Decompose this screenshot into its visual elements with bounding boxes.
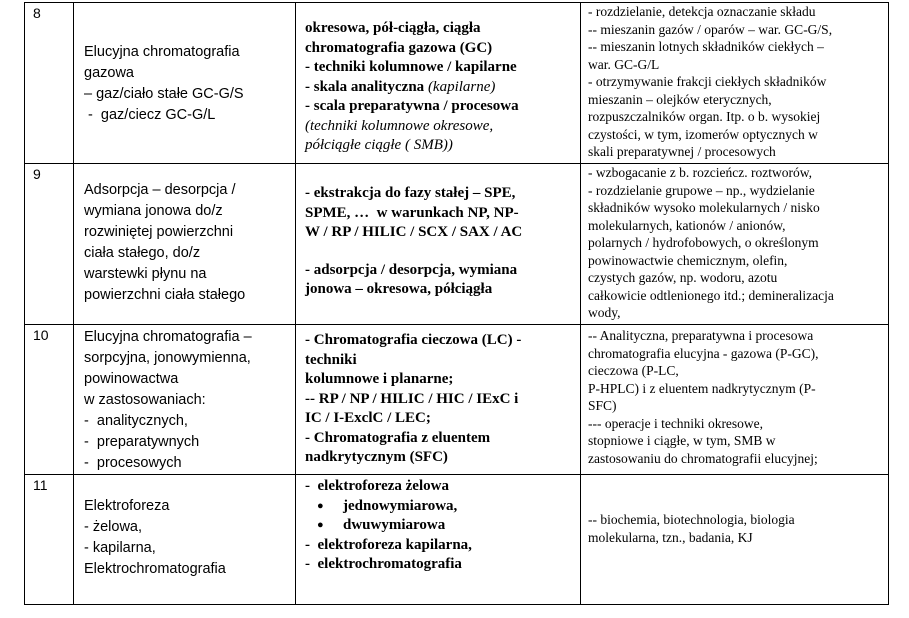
text-line: czystych gazów, np. wodoru, azotu xyxy=(588,270,778,285)
text-line: - elektroforeza kapilarna, xyxy=(305,536,472,553)
text-line: SFC) xyxy=(588,398,617,413)
text-line: gazowa xyxy=(84,65,134,81)
applications-cell xyxy=(581,3,889,164)
text-line: chromatografia gazowa (GC) xyxy=(305,39,493,56)
text-line xyxy=(305,78,576,98)
table-row xyxy=(25,475,889,605)
row-number: 9 xyxy=(25,164,74,325)
text-line: - otrzymywanie frakcji ciekłych składników xyxy=(588,74,827,89)
text-line: -- mieszanin lotnych składników ciekłych – xyxy=(588,39,824,54)
techniques-cell xyxy=(296,475,581,605)
text-line: warstewki płynu na xyxy=(84,266,207,282)
text-line: czystości, w tym, izomerów optycznych w xyxy=(588,126,818,142)
text-line: mieszanin – olejków eterycznych, xyxy=(588,91,772,107)
techniques-cell xyxy=(296,3,581,164)
text-line: Elektrochromatografia xyxy=(84,561,226,577)
text-line: jonowa – okresowa, półciągła xyxy=(305,281,493,297)
text-line: (techniki kolumnowe okresowe, xyxy=(305,117,494,134)
text-line: - techniki kolumnowe / kapilarne xyxy=(305,59,517,75)
bullet-item: ● dwuwymiarowa xyxy=(305,516,576,536)
text-line: chromatografia elucyjna - gazowa (P-GC), xyxy=(588,345,819,361)
text-line: - rozdzielanie grupowe – np., wydzielanie xyxy=(588,182,815,198)
text-line: P-HPLC) i z eluentem nadkrytycznym (P- xyxy=(588,380,816,396)
text-line: w zastosowaniach: xyxy=(84,392,206,408)
text-line: powierzchni ciała stałego xyxy=(84,287,246,303)
method-name-cell xyxy=(74,325,296,475)
text-line: SPME, … w warunkach NP, NP- xyxy=(305,204,519,221)
text-line: - preparatywnych xyxy=(84,434,200,450)
applications-cell xyxy=(581,164,889,325)
text-bold: - skala analityczna xyxy=(305,78,428,95)
text-line: składników wysoko molekularnych / nisko xyxy=(588,200,820,215)
text-line: polarnych / hydrofobowych, o określonym xyxy=(588,235,819,250)
text-line: -- Analityczna, preparatywna i procesowa xyxy=(588,328,814,343)
applications-cell xyxy=(581,475,889,605)
text-line: kolumnowe i planarne; xyxy=(305,371,454,387)
text-line: - Chromatografia z eluentem xyxy=(305,429,491,446)
text-line: wody, xyxy=(588,305,621,320)
text-line: nadkrytycznym (SFC) xyxy=(305,449,448,465)
text-line: rozpuszczalników organ. Itp. o b. wysokiej xyxy=(588,109,821,124)
text-line: IC / I-ExclC / LEC; xyxy=(305,410,431,426)
text-line: okresowa, pół-ciągła, ciągła xyxy=(305,20,481,36)
text-line: -- mieszanin gazów / oparów – war. GC-G/S, xyxy=(588,21,833,37)
text-line: całkowicie odtlenionego itd.; demineralizacja xyxy=(588,287,834,303)
text-line: - kapilarna, xyxy=(84,540,156,556)
text-line: W / RP / HILIC / SCX / SAX / AC xyxy=(305,224,523,240)
row-number: 8 xyxy=(25,3,74,164)
techniques-cell xyxy=(296,325,581,475)
text-italic: (kapilarne) xyxy=(427,78,496,95)
blank-line xyxy=(305,243,576,261)
applications-cell xyxy=(581,325,889,475)
text-line: --- operacje i techniki okresowe, xyxy=(588,415,764,431)
text-line: - ekstrakcja do fazy stałej – SPE, xyxy=(305,185,516,201)
techniques-cell xyxy=(296,164,581,325)
text-line: - wzbogacanie z b. rozcieńcz. roztworów, xyxy=(588,165,813,180)
text-line: - gaz/ciecz GC-G/L xyxy=(84,107,216,123)
text-line: sorpcyjna, jonowymienna, xyxy=(84,350,251,366)
text-line: Elucyjna chromatografia xyxy=(84,44,240,60)
text-line: – gaz/ciało stałe GC-G/S xyxy=(84,86,244,102)
text-line: -- RP / NP / HILIC / HIC / IExC i xyxy=(305,390,519,407)
text-line: ciała stałego, do/z xyxy=(84,245,201,261)
text-line: war. GC-G/L xyxy=(588,56,660,72)
text-line: zastosowaniu do chromatografii elucyjnej; xyxy=(588,450,818,466)
methods-table xyxy=(24,2,889,605)
text-line: powinowactwa xyxy=(84,371,179,387)
table-row xyxy=(25,3,889,164)
text-line: - rozdzielanie, detekcja oznaczanie składu xyxy=(588,4,816,19)
text-line: - procesowych xyxy=(84,455,182,471)
row-number: 10 xyxy=(25,325,74,475)
text-line: techniki xyxy=(305,351,357,368)
text-line: molekularnych, kationów / anionów, xyxy=(588,217,786,233)
bullet-item: ● jednowymiarowa, xyxy=(305,497,576,517)
text-line: - elektroforeza żelowa xyxy=(305,478,449,494)
method-name-cell xyxy=(74,475,296,605)
text-line: cieczowa (P-LC, xyxy=(588,363,679,378)
table-row xyxy=(25,164,889,325)
text-line: Adsorpcja – desorpcja / xyxy=(84,182,236,198)
text-line: - analitycznych, xyxy=(84,413,188,429)
row-number: 11 xyxy=(25,475,74,605)
table-row xyxy=(25,325,889,475)
text-line: Elektroforeza xyxy=(84,498,170,514)
text-line: rozwiniętej powierzchni xyxy=(84,224,234,240)
text-line: powinowactwie chemicznym, olefin, xyxy=(588,252,788,268)
text-line: stopniowe i ciągłe, w tym, SMB w xyxy=(588,433,776,448)
text-line: -- biochemia, biotechnologia, biologia xyxy=(588,512,795,527)
text-line: - elektrochromatografia xyxy=(305,556,462,572)
text-line: molekularna, tzn., badania, KJ xyxy=(588,529,753,545)
method-name-cell xyxy=(74,164,296,325)
text-line: wymiana jonowa do/z xyxy=(84,203,223,219)
text-line: skali preparatywnej / procesowych xyxy=(588,144,776,159)
text-line: półciągłe ciągłe ( SMB)) xyxy=(305,137,453,153)
text-line: - scala preparatywna / procesowa xyxy=(305,98,519,114)
method-name-cell xyxy=(74,3,296,164)
text-line: - Chromatografia cieczowa (LC) - xyxy=(305,332,522,348)
text-line: - adsorpcja / desorpcja, wymiana xyxy=(305,261,518,278)
text-line: Elucyjna chromatografia – xyxy=(84,329,252,345)
text-line: - żelowa, xyxy=(84,519,143,535)
